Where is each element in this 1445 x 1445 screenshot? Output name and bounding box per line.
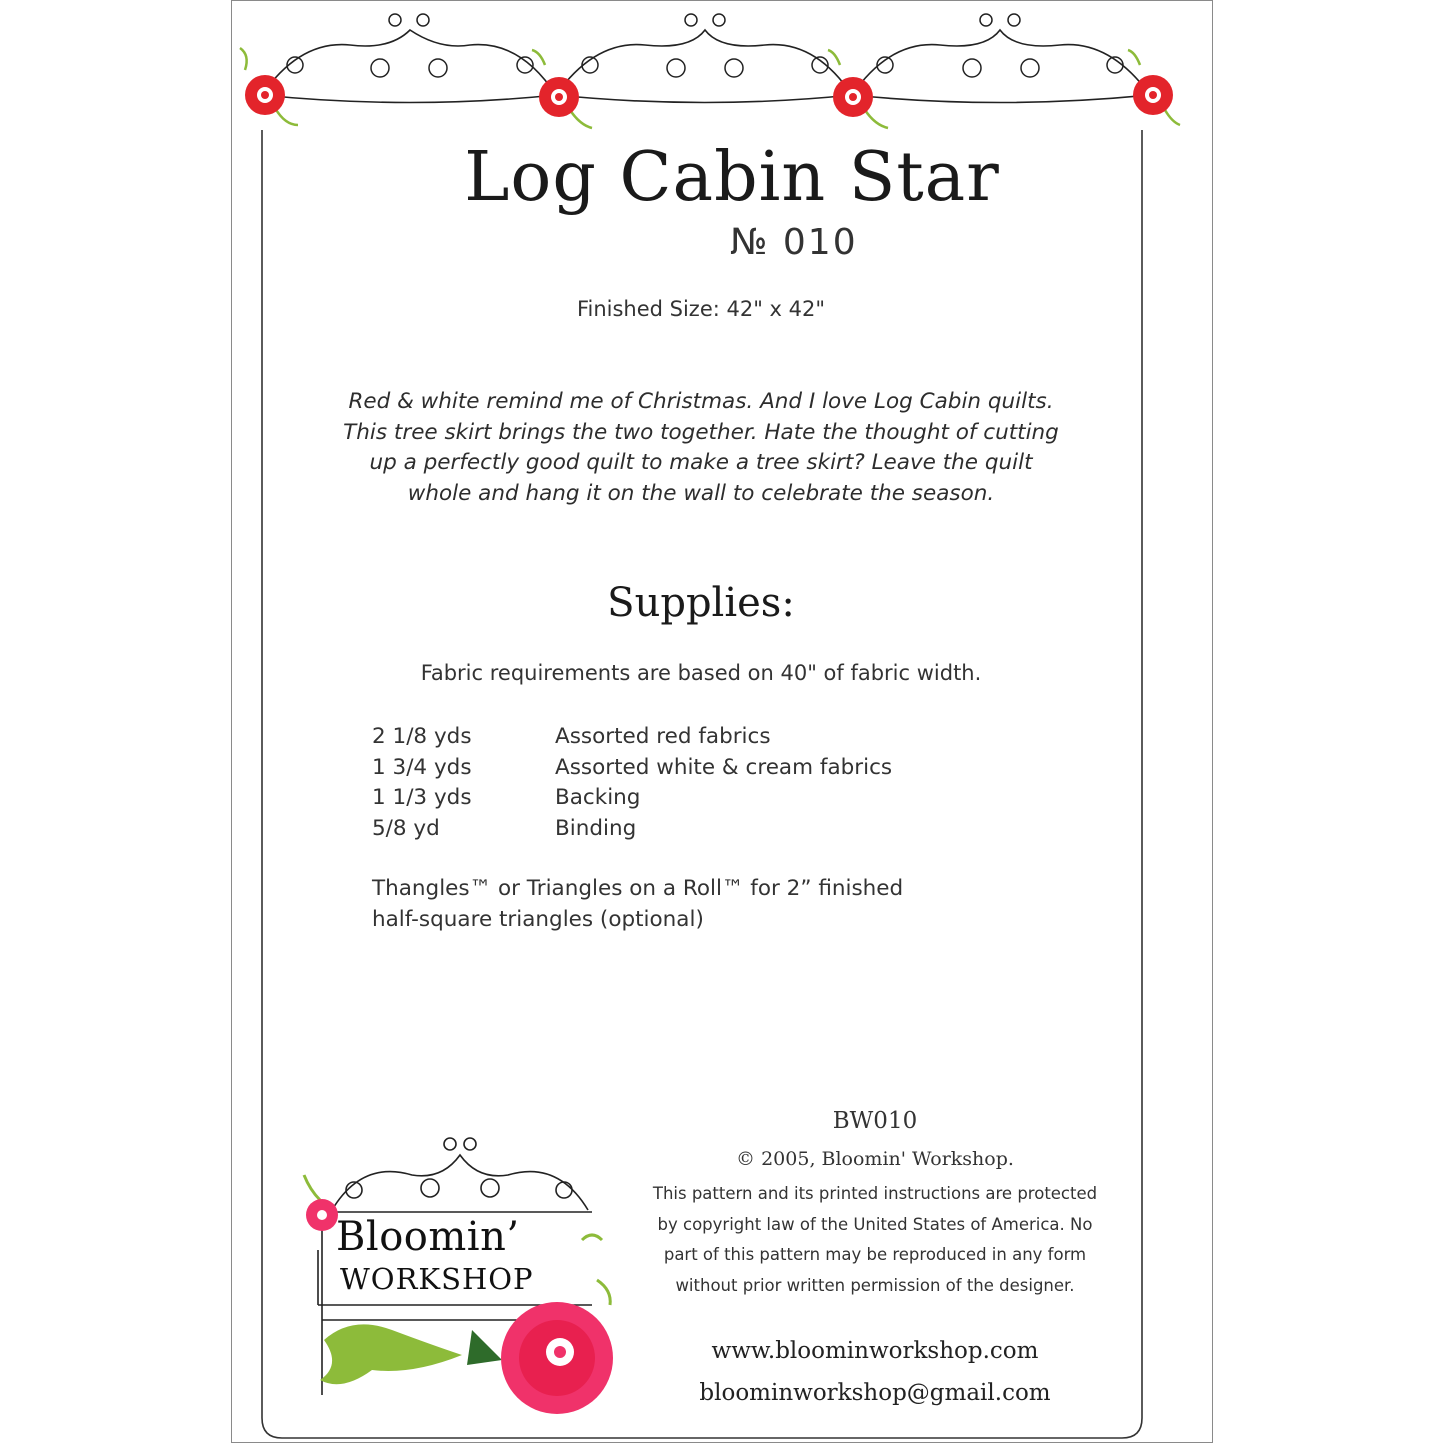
email-link[interactable]: bloominworkshop@gmail.com	[699, 1380, 1051, 1406]
legal-line: part of this pattern may be reproduced in any form	[663, 1245, 1087, 1264]
legal-line: without prior written permission of the designer.	[675, 1275, 1075, 1295]
intro-paragraph	[295, 387, 1107, 509]
pattern-code: BW010	[832, 1108, 918, 1134]
finished-size: Finished Size: 42" x 42"	[576, 297, 826, 321]
legal-line: This pattern and its printed instructions are protected	[652, 1184, 1098, 1203]
supply-desc: Binding	[555, 815, 637, 841]
website-link[interactable]: www.bloominworkshop.com	[711, 1338, 1039, 1364]
supply-qty: 2 1/8 yds	[372, 724, 472, 749]
pattern-title: Log Cabin Star	[464, 138, 1000, 217]
legal-notice	[638, 1179, 1112, 1301]
supply-row	[372, 722, 892, 753]
supply-qty: 1 3/4 yds	[372, 754, 472, 780]
logo-name: Bloomin’	[336, 1214, 520, 1260]
pattern-number: № 010	[730, 222, 858, 263]
tools-line: half-square triangles (optional)	[372, 906, 704, 932]
copyright-line: © 2005, Bloomin' Workshop.	[736, 1148, 1014, 1170]
supply-desc: Backing	[555, 785, 641, 810]
legal-line: by copyright law of the United States of America. No	[657, 1214, 1093, 1234]
supply-row	[372, 814, 892, 845]
fabric-note: Fabric requirements are based on 40" of fabric width.	[420, 661, 982, 685]
intro-line: Red & white remind me of Christmas. And I love Log Cabin quilts.	[348, 389, 1054, 414]
intro-line: This tree skirt brings the two together. Hate the thought of cutting	[343, 419, 1059, 445]
logo-subtitle: WORKSHOP	[340, 1262, 534, 1296]
supply-row	[372, 753, 892, 784]
intro-line: whole and hang it on the wall to celebrate the season.	[407, 480, 995, 506]
intro-line: up a perfectly good quilt to make a tree skirt? Leave the quilt	[369, 450, 1033, 475]
supply-qty: 5/8 yd	[372, 815, 440, 841]
supplies-heading: Supplies:	[607, 580, 795, 626]
supply-list	[372, 722, 892, 844]
supply-qty: 1 1/3 yds	[372, 785, 472, 810]
supply-desc: Assorted white & cream fabrics	[555, 754, 893, 780]
supply-desc: Assorted red fabrics	[555, 724, 771, 749]
large-flower-icon	[501, 1302, 613, 1414]
supply-row	[372, 783, 892, 814]
tools-note	[372, 874, 972, 935]
tools-line: Thangles™ or Triangles on a Roll™ for 2” finished	[372, 876, 904, 901]
